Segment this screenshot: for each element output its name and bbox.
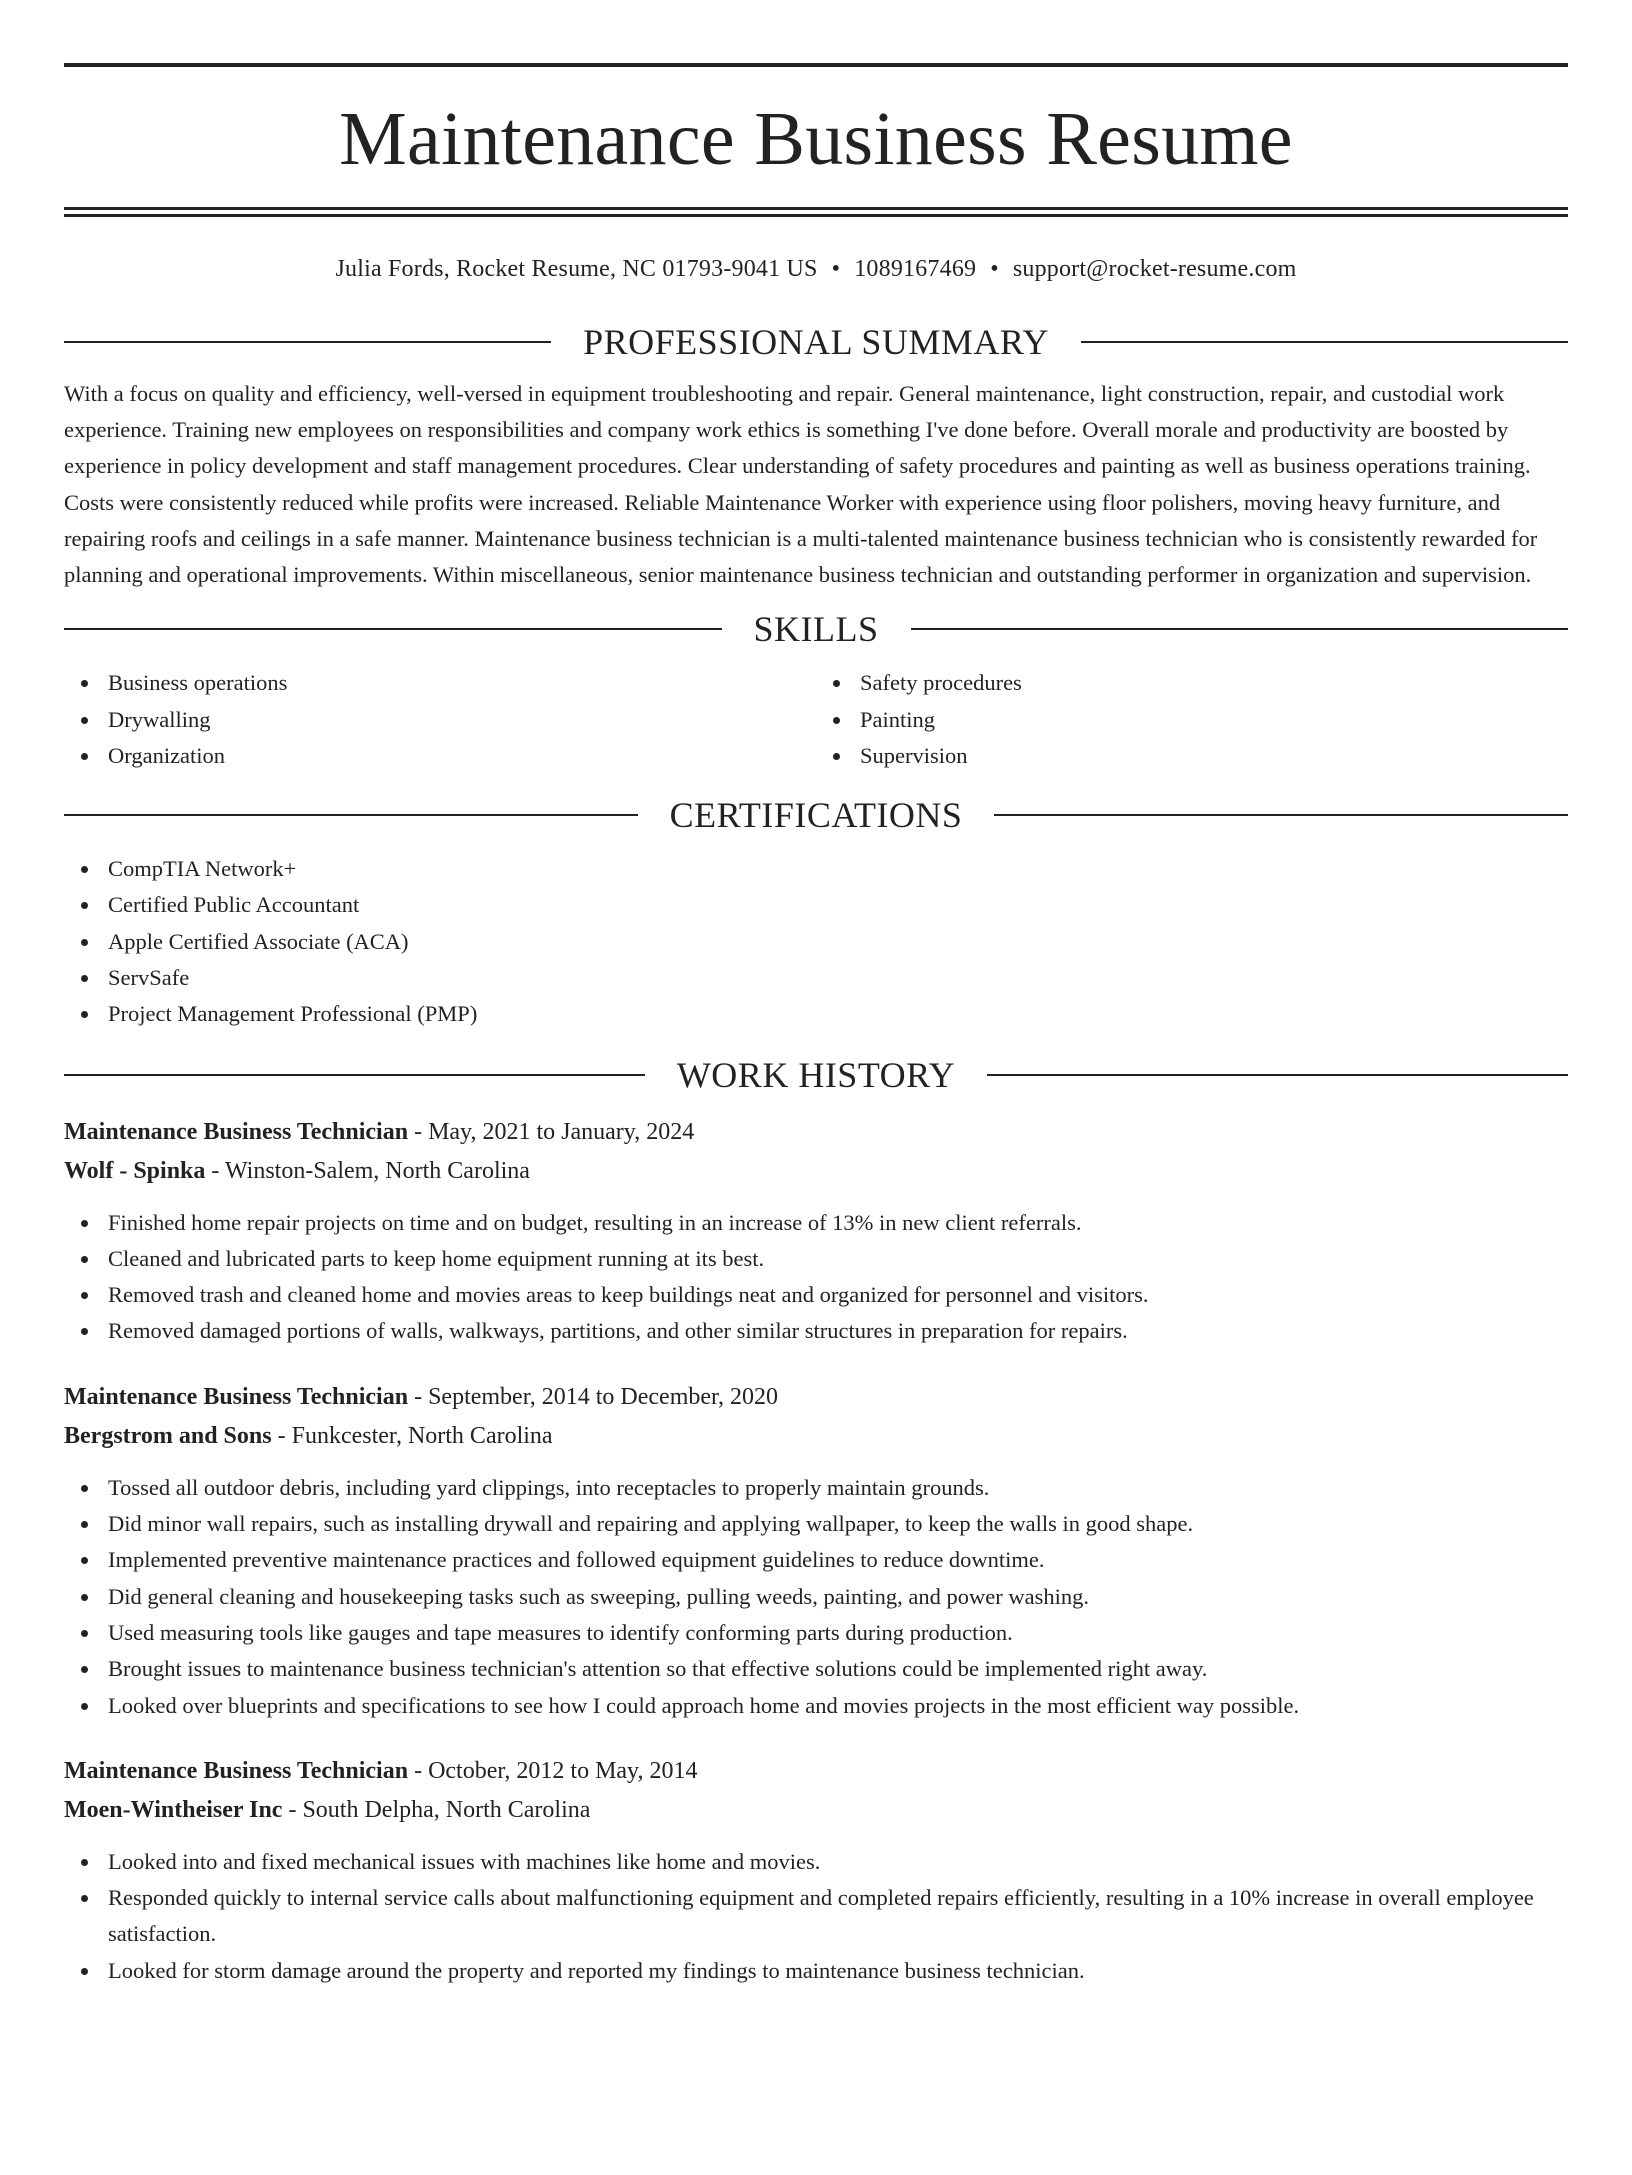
job-dates: May, 2021 to January, 2024 [428,1118,695,1145]
job-dates: October, 2012 to May, 2014 [428,1757,698,1784]
job-location: South Delpha, North Carolina [302,1796,591,1823]
section-rule [64,628,722,630]
job-location: Funkcester, North Carolina [291,1422,553,1449]
job-bullet: Responded quickly to internal service calls about malfunctioning equipment and completed repairs efficiently, resulting in a 10% increase in overall employee satisfaction. [108,1880,1568,1953]
skills-section-header [64,607,1568,651]
section-rule [987,1074,1568,1076]
job-bullet: Cleaned and lubricated parts to keep home equipment running at its best. [108,1241,1568,1277]
section-rule [994,814,1568,816]
certifications-list [64,851,1568,1032]
section-rule [64,1074,645,1076]
skills-column-right [816,665,1568,774]
title-double-rule [64,207,1568,217]
job-company: Wolf - Spinka [64,1157,206,1184]
skill-item: Painting [860,702,1568,738]
job-separator: - [271,1422,292,1449]
certifications-section-title: CERTIFICATIONS [669,795,963,836]
job-title: Maintenance Business Technician [64,1383,409,1410]
job-title: Maintenance Business Technician [64,1118,409,1145]
certification-item: CompTIA Network+ [108,851,1568,887]
job-bullets [64,1844,1568,1989]
job-bullets [64,1205,1568,1350]
certification-item: Project Management Professional (PMP) [108,996,1568,1032]
skill-item: Business operations [108,665,816,701]
contact-address: Julia Fords, Rocket Resume, NC 01793-9041 US [335,256,818,282]
job-location: Winston-Salem, North Carolina [224,1157,530,1184]
job-bullet: Looked for storm damage around the property and reported my findings to maintenance business technician. [108,1953,1568,1989]
job-separator: - [205,1157,225,1184]
job-company-line [64,1152,1568,1191]
job-title-line [64,1378,1568,1417]
contact-separator: • [990,256,999,282]
job-title-line [64,1113,1568,1152]
job-title: Maintenance Business Technician [64,1757,409,1784]
job-company-line [64,1791,1568,1830]
summary-section-title: PROFESSIONAL SUMMARY [583,322,1049,362]
job-company-line [64,1417,1568,1456]
job-separator: - [408,1383,429,1410]
job-bullet: Looked into and fixed mechanical issues with machines like home and movies. [108,1844,1568,1880]
certification-item: Certified Public Accountant [108,887,1568,923]
job-company: Bergstrom and Sons [64,1422,272,1449]
job-bullet: Looked over blueprints and specifications to see how I could approach home and movies projects in the most efficient way possible. [108,1688,1568,1724]
section-rule [911,628,1569,630]
skill-item: Supervision [860,738,1568,774]
job-separator: - [282,1796,303,1823]
section-rule [64,814,638,816]
section-rule [1081,341,1568,343]
work-section-title: WORK HISTORY [676,1054,956,1095]
job-bullet: Removed trash and cleaned home and movies areas to keep buildings neat and organized for personnel and visitors. [108,1277,1568,1313]
contact-email[interactable]: support@rocket-resume.com [1012,256,1297,282]
contact-separator: • [831,256,841,282]
job-bullets [64,1470,1568,1724]
job-bullet: Removed damaged portions of walls, walkways, partitions, and other similar structures in preparation for repairs. [108,1313,1568,1349]
certifications-section-header [64,793,1568,837]
job-dates: September, 2014 to December, 2020 [428,1383,779,1410]
job-bullet: Did general cleaning and housekeeping tasks such as sweeping, pulling weeds, painting, and power washing. [108,1579,1568,1615]
section-rule [64,341,551,343]
certification-item: ServSafe [108,960,1568,996]
job-company: Moen-Wintheiser Inc [64,1796,283,1823]
job-title-line [64,1752,1568,1791]
job-bullet: Implemented preventive maintenance practices and followed equipment guidelines to reduce downtime. [108,1542,1568,1578]
job-bullet: Brought issues to maintenance business technician's attention so that effective solutions could be implemented right away. [108,1651,1568,1687]
job-entry [64,1113,1568,1350]
skills-section-title: SKILLS [753,609,879,650]
skill-item: Safety procedures [860,665,1568,701]
job-bullet: Finished home repair projects on time and on budget, resulting in an increase of 13% in new client referrals. [108,1205,1568,1241]
work-section-header [64,1053,1568,1097]
job-separator: - [408,1757,429,1784]
resume-page [0,63,1632,2175]
skill-item: Drywalling [108,702,816,738]
job-entry [64,1378,1568,1724]
job-bullet: Did minor wall repairs, such as installing drywall and repairing and applying wallpaper, to keep the walls in good shape. [108,1506,1568,1542]
skills-list [64,665,1568,774]
summary-paragraph: With a focus on quality and efficiency, well-versed in equipment troubleshooting and repair. General maintenance, light construction, repair, and custodial work experience. Training new employees on responsibilities and company work ethics is something I've done before. Overall morale and productivity are boosted by experience in policy development and staff management procedures. Clear understanding of safety procedures and painting as well as business operations training. Costs were consistently reduced while profits were increased. Reliable Maintenance Worker with experience using floor polishers, moving heavy furniture, and repairing roofs and ceilings in a safe manner. Maintenance business technician is a multi-talented maintenance business technician who is consistently rewarded for planning and operational improvements. Within miscellaneous, senior maintenance business technician and outstanding performer in organization and supervision. [64,381,1538,588]
contact-phone: 1089167469 [854,256,977,282]
certification-item: Apple Certified Associate (ACA) [108,924,1568,960]
job-entry [64,1752,1568,1989]
summary-section-header [64,320,1568,364]
resume-title: Maintenance Business Resume [339,97,1293,181]
skills-column-left [64,665,816,774]
job-bullet: Used measuring tools like gauges and tape measures to identify conforming parts during production. [108,1615,1568,1651]
contact-line [64,253,1568,285]
skill-item: Organization [108,738,816,774]
job-bullet: Tossed all outdoor debris, including yard clippings, into receptacles to properly maintain grounds. [108,1470,1568,1506]
job-separator: - [408,1118,429,1145]
